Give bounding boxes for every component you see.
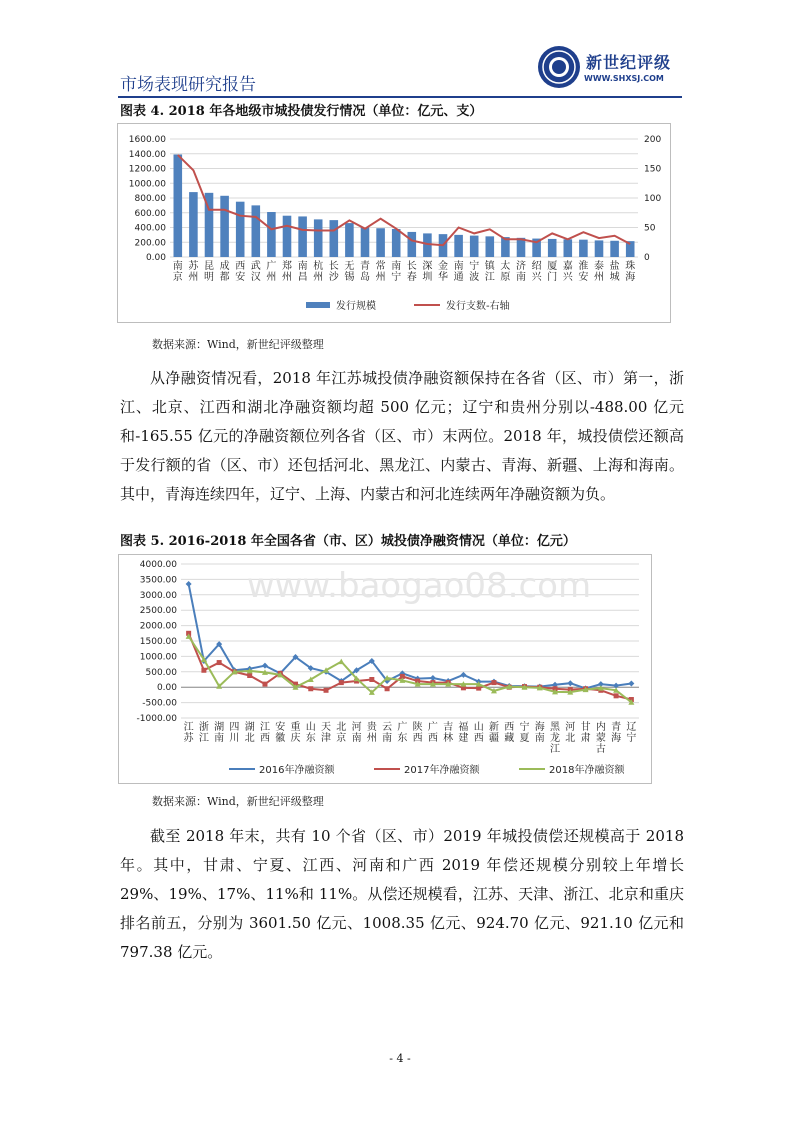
bar (220, 196, 229, 257)
x-tick-label: 海 (611, 733, 622, 744)
x-tick-label: 藏 (504, 733, 515, 744)
x-tick-label: 武 (250, 261, 261, 272)
bar (376, 228, 385, 257)
data-point (339, 680, 344, 685)
x-tick-label: 安 (235, 272, 246, 283)
header-divider (118, 96, 682, 98)
data-point (324, 688, 329, 693)
y-tick-label: 400.00 (134, 223, 166, 234)
x-tick-label: 建 (458, 733, 469, 744)
series-line (189, 636, 632, 702)
figure5-svg (119, 555, 651, 783)
series-line (189, 633, 632, 699)
x-tick-label: 南 (351, 733, 362, 744)
x-tick-label: 南 (516, 272, 526, 283)
x-tick-label: 州 (366, 733, 377, 744)
data-point (201, 668, 206, 673)
data-point (628, 681, 634, 687)
x-tick-label: 州 (188, 272, 199, 283)
y-tick-label: 1500.00 (139, 637, 177, 647)
y-tick-label: 2500.00 (139, 606, 177, 617)
x-tick-label: 江 (550, 744, 561, 755)
x-tick-label: 南 (214, 733, 225, 744)
x-tick-label: 河 (565, 722, 576, 733)
x-tick-label: 龙 (550, 733, 561, 744)
x-tick-label: 西 (504, 722, 515, 733)
x-tick-label: 江 (259, 722, 270, 733)
data-point (186, 581, 192, 587)
x-tick-label: 重 (290, 722, 301, 733)
x-tick-label: 福 (458, 722, 469, 733)
x-tick-label: 西 (427, 733, 438, 744)
report-section-title: 市场表现研究报告 (120, 75, 256, 95)
x-tick-label: 古 (595, 744, 606, 755)
legend-label: 2017年净融资额 (404, 765, 480, 776)
x-tick-label: 深 (422, 261, 433, 272)
data-point (430, 675, 436, 681)
x-tick-label: 四 (229, 722, 240, 733)
x-tick-label: 锡 (344, 272, 355, 283)
watermark: www.baogao08.com (246, 566, 592, 606)
x-tick-label: 江 (484, 272, 495, 283)
x-tick-label: 郑 (282, 261, 292, 272)
x-tick-label: 宁 (391, 272, 402, 283)
x-tick-label: 城 (609, 272, 620, 283)
x-tick-label: 波 (469, 272, 480, 283)
x-tick-label: 宁 (519, 722, 530, 733)
x-tick-label: 嘉 (562, 261, 573, 272)
x-tick-label: 苏 (183, 733, 194, 744)
bar (314, 219, 323, 257)
figure5-title: 图表 5. 2016-2018 年全国各省（市、区）城投债净融资情况（单位：亿元） (120, 534, 576, 549)
x-tick-label: 淮 (578, 261, 589, 272)
x-tick-label: 都 (219, 272, 230, 283)
bar (236, 202, 245, 257)
x-tick-label: 黑 (550, 722, 561, 733)
y2-tick-label: 100 (644, 194, 662, 204)
data-point (614, 693, 619, 698)
data-point (385, 686, 390, 691)
x-tick-label: 陕 (412, 722, 423, 733)
x-tick-label: 镇 (484, 261, 495, 272)
brand-url: WWW.SHXSJ.COM (584, 74, 664, 83)
x-tick-label: 广 (266, 261, 277, 272)
x-tick-label: 湖 (214, 722, 225, 733)
y-tick-label: 1000.00 (139, 652, 177, 663)
y-tick-label: 3000.00 (139, 590, 177, 601)
x-tick-label: 苏 (188, 261, 199, 272)
legend-label: 2016年净融资额 (259, 765, 335, 776)
bar (298, 216, 307, 257)
bar (330, 220, 339, 257)
x-tick-label: 宁 (469, 261, 480, 272)
x-tick-label: 云 (382, 722, 393, 733)
y-tick-label: 0.00 (156, 683, 177, 694)
x-tick-label: 北 (336, 722, 347, 733)
x-tick-label: 甘 (580, 722, 591, 733)
y2-tick-label: 200 (644, 135, 662, 145)
x-tick-label: 成 (219, 261, 230, 272)
x-tick-label: 西 (235, 261, 246, 272)
paragraph-net-financing: 从净融资情况看，2018 年江苏城投债净融资额保持在各省（区、市）第一，浙江、北京、江西和湖北净融资额均超 500 亿元；辽宁和贵州分别以-488.00 亿元和-165.55 亿元的净融资额位列各省（区、市）末两位。2018 年，城投债偿还额高于发行额的省（区、市）还包括河北、黑龙江、内蒙古、青海、新疆、上海和海南。其中，青海连续四年，辽宁、上海、内蒙古和河北连续两年净融资额为负。 (120, 369, 684, 503)
x-tick-label: 肃 (580, 733, 591, 744)
y-tick-label: 1200.00 (128, 164, 166, 175)
x-tick-label: 天 (321, 722, 332, 733)
x-tick-label: 明 (204, 272, 214, 283)
bar (454, 235, 463, 257)
x-tick-label: 长 (406, 261, 417, 272)
x-tick-label: 辽 (626, 722, 637, 733)
y2-tick-label: 50 (644, 223, 656, 234)
seal-icon (536, 44, 582, 90)
paragraph-repayment: 截至 2018 年末，共有 10 个省（区、市）2019 年城投债偿还规模高于 2018 年。其中，甘肃、宁夏、江西、河南和广西 2019 年偿还规模分别较上年增长 29%、19%、17%、11%和 11%。从偿还规模看，江苏、天津、浙江、北京和重庆排名前五，分别为 3601.50 亿元、1008.35 亿元、924.70 亿元、921.10 亿元和 797.38 亿元。 (120, 827, 684, 961)
y-tick-label: 2000.00 (139, 621, 177, 632)
x-tick-label: 广 (427, 722, 438, 733)
x-tick-label: 林 (443, 733, 454, 744)
y-tick-label: 1400.00 (128, 149, 166, 160)
x-tick-label: 川 (229, 733, 240, 744)
x-tick-label: 门 (547, 272, 558, 283)
x-tick-label: 北 (244, 733, 255, 744)
x-tick-label: 津 (321, 733, 332, 744)
x-tick-label: 青 (611, 722, 622, 733)
data-point (460, 672, 466, 678)
x-tick-label: 青 (360, 261, 370, 272)
x-tick-label: 夏 (519, 733, 530, 744)
x-tick-label: 华 (438, 272, 448, 283)
legend-label: 发行支数-右轴 (446, 301, 510, 312)
x-tick-label: 徽 (275, 733, 286, 744)
x-tick-label: 兴 (562, 272, 573, 283)
x-tick-label: 南 (453, 261, 464, 272)
x-tick-label: 海 (534, 722, 545, 733)
x-tick-label: 通 (453, 272, 464, 283)
x-tick-label: 州 (266, 272, 277, 283)
x-tick-label: 长 (328, 261, 339, 272)
bar (408, 232, 417, 257)
x-tick-label: 南 (297, 261, 308, 272)
x-tick-label: 西 (473, 733, 484, 744)
page-number: - 4 - (389, 1052, 411, 1065)
x-tick-label: 汉 (250, 272, 261, 283)
x-tick-label: 济 (516, 261, 526, 272)
data-point (567, 680, 573, 686)
y2-tick-label: 150 (644, 164, 662, 175)
bar (564, 239, 573, 257)
y2-tick-label: 0 (644, 253, 650, 263)
x-tick-label: 昆 (204, 261, 214, 272)
x-tick-label: 山 (305, 722, 316, 733)
x-tick-label: 江 (198, 733, 209, 744)
x-tick-label: 京 (336, 733, 347, 744)
x-tick-label: 州 (375, 272, 386, 283)
x-tick-label: 吉 (443, 722, 454, 733)
bar (345, 223, 354, 257)
legend-label: 2018年净融资额 (549, 765, 625, 776)
bar (361, 228, 370, 258)
legend-swatch-bar (306, 302, 330, 308)
y-tick-label: 3500.00 (139, 575, 177, 586)
y-tick-label: 1000.00 (128, 179, 166, 190)
x-tick-label: 常 (375, 261, 386, 272)
x-tick-label: 疆 (488, 733, 499, 744)
bar (252, 205, 261, 257)
bar (548, 239, 557, 257)
y-tick-label: 200.00 (134, 238, 166, 249)
y-tick-label: 4000.00 (139, 560, 177, 570)
x-tick-label: 沙 (328, 272, 339, 283)
x-tick-label: 州 (282, 272, 292, 283)
x-tick-label: 南 (382, 733, 393, 744)
figure4-title: 图表 4. 2018 年各地级市城投债发行情况（单位：亿元、支） (120, 104, 483, 119)
figure5-source: 数据来源：Wind，新世纪评级整理 (152, 795, 324, 808)
figure4-chart (117, 123, 671, 323)
data-point (247, 673, 252, 678)
x-tick-label: 内 (595, 722, 606, 733)
x-tick-label: 湖 (244, 722, 255, 733)
data-point (491, 680, 496, 685)
y-tick-label: 800.00 (134, 194, 166, 204)
x-tick-label: 绍 (531, 261, 542, 272)
y-tick-label: 500.00 (145, 667, 177, 678)
y-tick-label: 1600.00 (128, 135, 166, 145)
bar (189, 192, 198, 257)
x-tick-label: 西 (412, 733, 423, 744)
x-tick-label: 江 (183, 722, 194, 733)
x-tick-label: 珠 (625, 261, 636, 272)
x-tick-label: 兴 (531, 272, 542, 283)
x-tick-label: 河 (351, 722, 362, 733)
bar (267, 212, 276, 257)
x-tick-label: 无 (344, 261, 355, 272)
data-point (262, 682, 267, 687)
x-tick-label: 厦 (547, 261, 558, 272)
x-tick-label: 春 (406, 272, 417, 283)
data-point (217, 660, 222, 665)
y-tick-label: 600.00 (134, 208, 166, 219)
bar (392, 229, 401, 257)
data-point (308, 686, 313, 691)
x-tick-label: 新 (488, 722, 499, 733)
x-tick-label: 州 (594, 272, 604, 283)
bar (283, 216, 292, 257)
x-tick-label: 蒙 (595, 733, 606, 744)
y-tick-label: -1000.00 (136, 714, 177, 724)
x-tick-label: 金 (438, 261, 448, 272)
x-tick-label: 岛 (360, 272, 370, 283)
x-tick-label: 州 (313, 272, 324, 283)
figure4-svg (118, 124, 670, 322)
bar (595, 240, 604, 257)
x-tick-label: 宁 (626, 733, 637, 744)
bar (610, 241, 619, 257)
x-tick-label: 京 (172, 272, 183, 283)
brand-name: 新世纪评级 (586, 53, 672, 72)
x-tick-label: 盐 (609, 261, 620, 272)
x-tick-label: 安 (275, 722, 286, 733)
data-point (369, 677, 374, 682)
x-tick-label: 庆 (290, 733, 301, 744)
x-tick-label: 东 (305, 733, 316, 744)
data-point (338, 659, 344, 665)
brand-logo (536, 44, 686, 94)
bar (174, 154, 183, 257)
x-tick-label: 昌 (297, 272, 308, 283)
x-tick-label: 东 (397, 733, 408, 744)
figure4-source: 数据来源：Wind，新世纪评级整理 (152, 338, 324, 351)
bar (579, 240, 588, 257)
x-tick-label: 杭 (313, 261, 324, 272)
x-tick-label: 浙 (198, 722, 209, 733)
x-tick-label: 圳 (422, 272, 433, 283)
figure5-chart (118, 554, 652, 784)
x-tick-label: 贵 (366, 722, 377, 733)
x-tick-label: 安 (578, 272, 589, 283)
x-tick-label: 广 (397, 722, 408, 733)
x-tick-label: 山 (473, 722, 484, 733)
x-tick-label: 北 (565, 733, 576, 744)
x-tick-label: 南 (534, 733, 545, 744)
x-tick-label: 太 (500, 261, 511, 272)
legend-label: 发行规模 (336, 301, 376, 312)
y-tick-label: 0.00 (145, 253, 166, 263)
x-tick-label: 南 (391, 261, 402, 272)
x-tick-label: 原 (500, 272, 511, 283)
bar (470, 236, 479, 257)
x-tick-label: 南 (172, 261, 183, 272)
x-tick-label: 泰 (594, 261, 604, 272)
x-tick-label: 西 (259, 733, 270, 744)
y-tick-label: -500.00 (142, 698, 177, 709)
bar (486, 236, 495, 257)
x-tick-label: 海 (625, 272, 636, 283)
